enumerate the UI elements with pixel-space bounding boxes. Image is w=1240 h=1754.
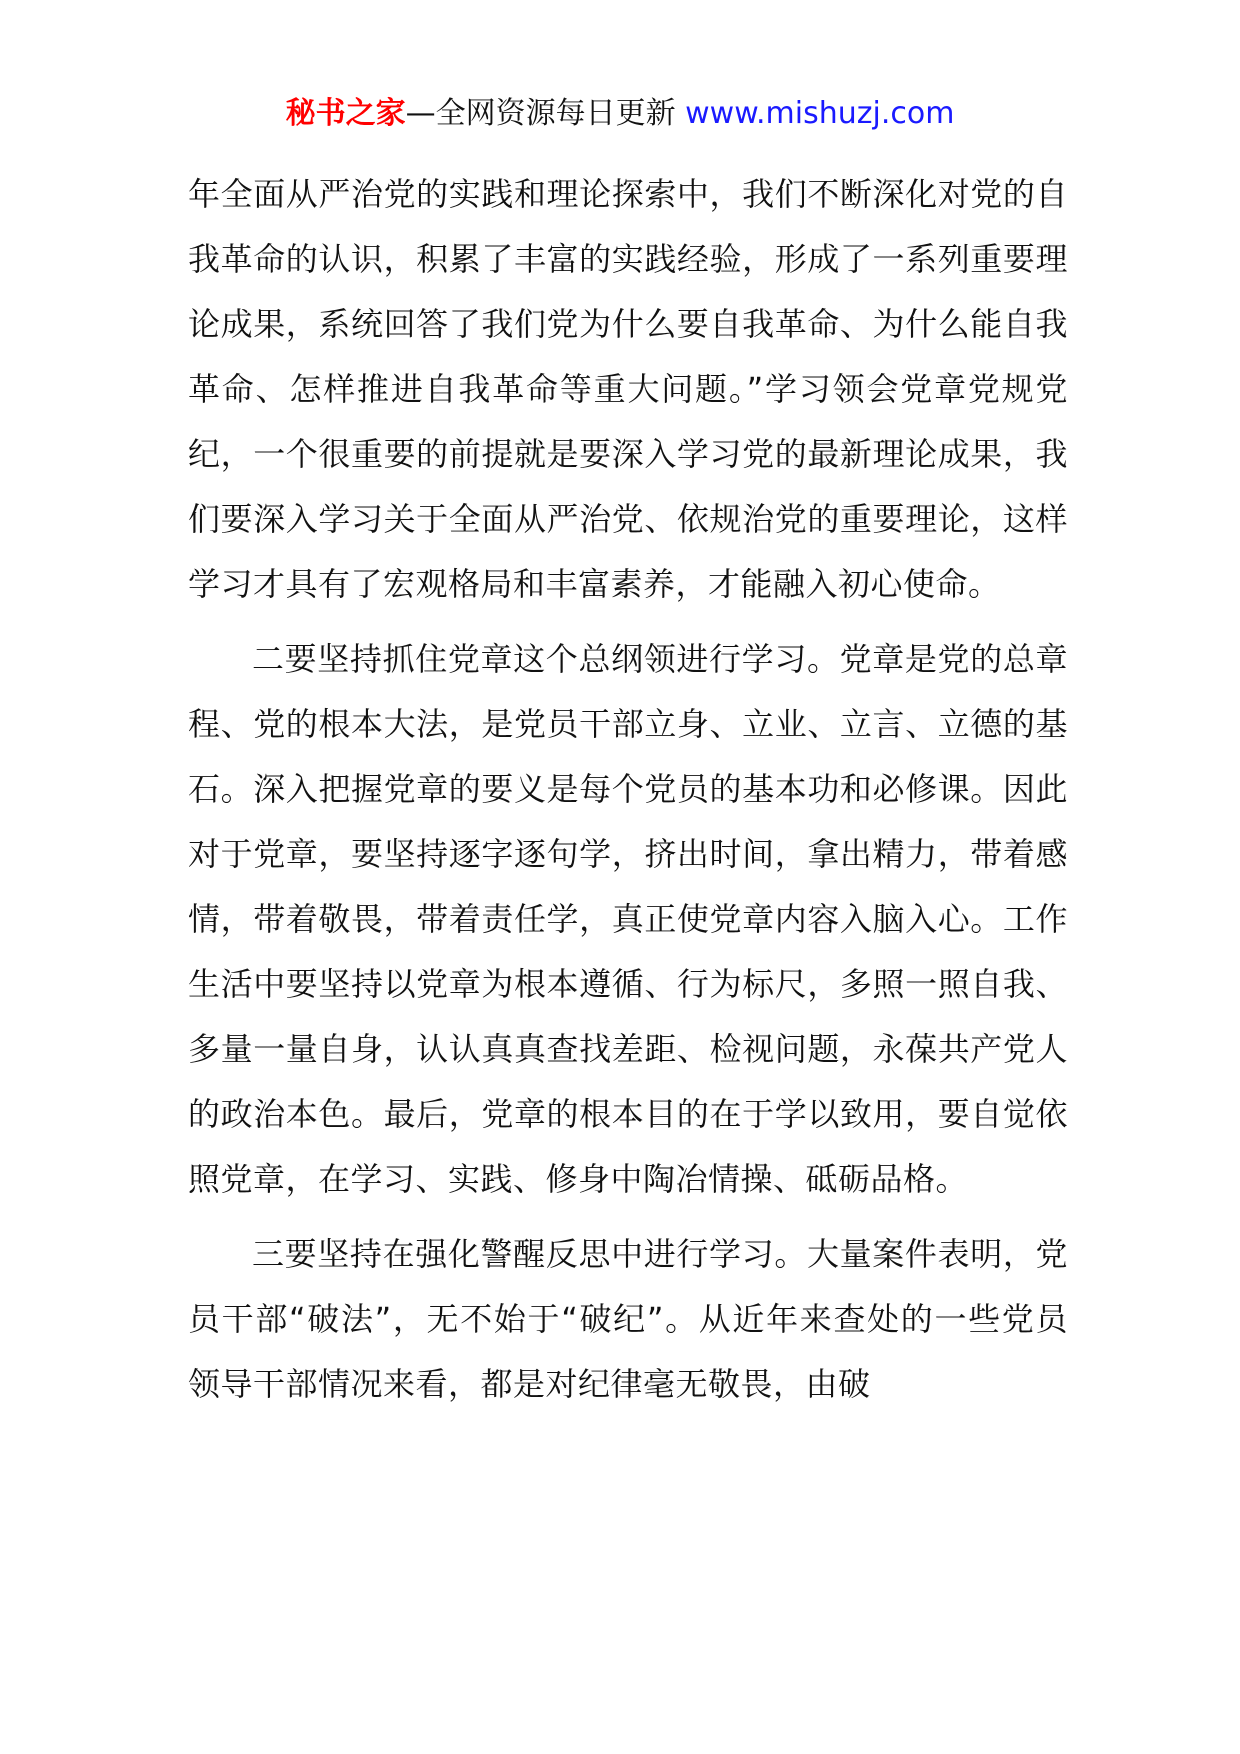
document-body xyxy=(188,162,1068,1427)
paragraph-two: 二要坚持抓住党章这个总纲领进行学习。党章是党的总章程、党的根本大法，是党员干部立身、立业、立言、立德的基石。深入把握党章的要义是每个党员的基本功和必修课。因此对于党章，要坚持逐字逐句学，挤出时间，拿出精力，带着感情，带着敬畏，带着责任学，真正使党章内容入脑入心。工作生活中要坚持以党章为根本遵循、行为标尺，多照一照自我、多量一量自身，认认真真查找差距、检视问题，永葆共产党人的政治本色。最后，党章的根本目的在于学以致用，要自觉依照党章，在学习、实践、修身中陶冶情操、砥砺品格。 xyxy=(188,640,1068,1198)
paragraph-continuation: 年全面从严治党的实践和理论探索中，我们不断深化对党的自我革命的认识，积累了丰富的实践经验，形成了一系列重要理论成果，系统回答了我们党为什么要自我革命、为什么能自我革命、怎样推进自我革命等重大问题。”学习领会党章党规党纪，一个很重要的前提就是要深入学习党的最新理论成果，我们要深入学习关于全面从严治党、依规治党的重要理论，这样学习才具有了宏观格局和丰富素养，才能融入初心使命。 xyxy=(188,175,1068,603)
page-header xyxy=(0,94,1240,134)
website-link[interactable]: www.mishuzj.com xyxy=(685,96,955,131)
brand-name: 秘书之家 xyxy=(285,96,406,131)
paragraph-three: 三要坚持在强化警醒反思中进行学习。大量案件表明，党员干部“破法”，无不始于“破纪”。从近年来查处的一些党员领导干部情况来看，都是对纪律毫无敬畏，由破 xyxy=(188,1235,1068,1403)
header-tagline: —全网资源每日更新 xyxy=(405,96,676,131)
